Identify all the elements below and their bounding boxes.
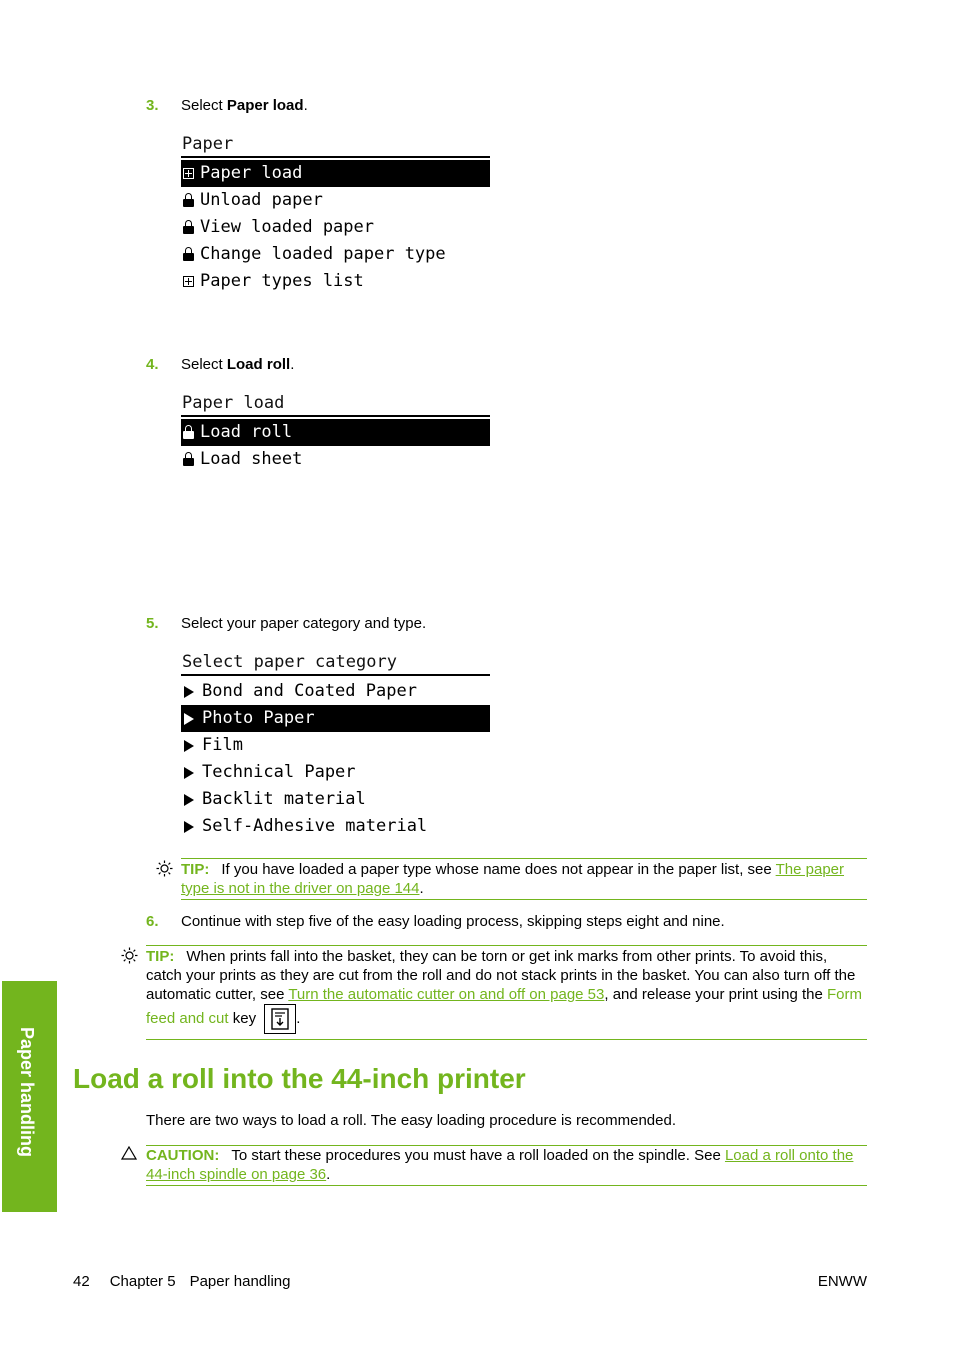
tip-note-1 — [181, 858, 867, 900]
step-number-4: 4. — [146, 356, 159, 373]
footer-right: ENWW — [817, 1273, 867, 1290]
lcd-item-label: Unload paper — [200, 190, 323, 210]
step-text-3 — [181, 97, 308, 114]
lcd-item-film[interactable] — [181, 732, 490, 759]
plus-box-icon — [183, 168, 194, 179]
caution-note — [146, 1145, 867, 1186]
lcd-rule — [181, 415, 490, 417]
tip-end: . — [296, 1009, 301, 1027]
lcd-title: Select paper category — [182, 652, 397, 672]
lcd-rule — [181, 156, 490, 158]
lcd-item-technical-paper[interactable] — [181, 759, 490, 786]
step-text-pre: Select — [181, 356, 227, 373]
triangle-right-icon — [184, 740, 194, 752]
tip-label: TIP: — [146, 948, 175, 965]
lcd-item-paper-types-list[interactable] — [181, 268, 490, 295]
step-text-bold: Paper load — [226, 97, 304, 114]
step-number-3: 3. — [146, 97, 159, 114]
lcd-item-load-sheet[interactable] — [181, 446, 490, 473]
lcd-item-label: Bond and Coated Paper — [202, 681, 417, 701]
step-text-4 — [181, 356, 294, 373]
lcd-item-label: Photo Paper — [202, 708, 315, 728]
lcd-item-label: Paper load — [200, 163, 303, 183]
lcd-item-label: Backlit material — [202, 789, 366, 809]
footer-left — [73, 1273, 290, 1290]
lock-icon — [183, 199, 194, 207]
triangle-right-icon — [184, 794, 194, 806]
lcd-item-view-loaded-paper[interactable] — [181, 214, 490, 241]
tip-text: , and release your print using the — [604, 986, 828, 1003]
lock-icon — [183, 226, 194, 234]
footer-chapter-title: Paper handling — [189, 1273, 291, 1290]
lock-icon — [183, 458, 194, 466]
lightbulb-icon — [121, 947, 138, 969]
lcd-item-label: Technical Paper — [202, 762, 356, 782]
page-number: 42 — [73, 1273, 90, 1290]
warning-triangle-icon — [121, 1146, 137, 1164]
step-text-6: Continue with step five of the easy loading process, skipping steps eight and nine. — [181, 913, 725, 930]
section-heading: Load a roll into the 44-inch printer — [73, 1063, 526, 1094]
link-load-roll-onto-spindle[interactable]: Load a roll onto the 44-inch spindle on page 36 — [146, 1147, 854, 1183]
tip-end: . — [419, 880, 424, 897]
step-text-5: Select your paper category and type. — [181, 615, 427, 632]
lcd-item-label: Paper types list — [200, 271, 364, 291]
lcd-title: Paper — [182, 134, 234, 154]
lcd-item-label: Load sheet — [200, 449, 303, 469]
triangle-right-icon — [184, 767, 194, 779]
lcd-item-backlit-material[interactable] — [181, 786, 490, 813]
tip-note-2 — [146, 945, 867, 1040]
form-feed-and-cut-key-icon — [264, 1004, 296, 1034]
lock-icon — [183, 253, 194, 261]
tip-text: When prints fall into the basket, they can be torn or get ink marks from other prints. To avoid this, catch your prints as they are cut from the roll and do not stack prints in the basket. You can also turn off the automatic cutter, see — [146, 948, 856, 1003]
lcd-item-self-adhesive-material[interactable] — [181, 813, 490, 840]
lock-icon — [183, 431, 194, 439]
lcd-menu-paper — [181, 132, 490, 295]
lcd-menu-select-paper-category — [181, 650, 490, 840]
lcd-item-label: Film — [202, 735, 243, 755]
caution-text: To start these procedures you must have a roll loaded on the spindle. See — [231, 1147, 725, 1164]
tip-label: TIP: — [181, 861, 210, 878]
step-number-6: 6. — [146, 913, 159, 930]
caution-end: . — [326, 1166, 331, 1183]
section-intro: There are two ways to load a roll. The easy loading procedure is recommended. — [146, 1112, 677, 1129]
lcd-item-photo-paper[interactable] — [181, 705, 490, 732]
link-automatic-cutter[interactable]: Turn the automatic cutter on and off on page 53 — [288, 986, 605, 1003]
plus-box-icon — [183, 276, 194, 287]
lcd-item-unload-paper[interactable] — [181, 187, 490, 214]
step-text-post: . — [290, 356, 295, 373]
step-text-post: . — [303, 97, 308, 114]
lcd-item-label: Change loaded paper type — [200, 244, 446, 264]
tip-text: If you have loaded a paper type whose name does not appear in the paper list, see — [221, 861, 776, 878]
chapter-side-tab — [2, 981, 57, 1212]
lcd-rule — [181, 674, 490, 676]
lcd-title: Paper load — [182, 393, 285, 413]
lcd-item-label: Load roll — [200, 422, 293, 442]
lcd-item-load-roll[interactable] — [181, 419, 490, 446]
step-text-pre: Select — [181, 97, 227, 114]
lcd-item-bond-coated[interactable] — [181, 678, 490, 705]
lcd-item-change-loaded-paper-type[interactable] — [181, 241, 490, 268]
tip-text: key — [228, 1009, 261, 1027]
triangle-right-icon — [184, 686, 194, 698]
footer-chapter: Chapter 5 — [109, 1273, 176, 1290]
triangle-right-icon — [184, 713, 194, 725]
step-number-5: 5. — [146, 615, 159, 632]
step-text-bold: Load roll — [226, 356, 291, 373]
lcd-menu-paper-load — [181, 391, 490, 473]
side-tab-label: Paper handling — [17, 1027, 37, 1158]
link-paper-type-not-in-driver[interactable]: The paper type is not in the driver on page 144 — [181, 861, 845, 897]
lcd-item-label: Self-Adhesive material — [202, 816, 428, 836]
lightbulb-icon — [156, 860, 173, 882]
lcd-item-label: View loaded paper — [200, 217, 374, 237]
triangle-right-icon — [184, 821, 194, 833]
form-feed-and-cut-label: Form feed and cut — [146, 986, 863, 1027]
caution-label: CAUTION: — [146, 1147, 220, 1164]
lcd-item-paper-load[interactable] — [181, 160, 490, 187]
